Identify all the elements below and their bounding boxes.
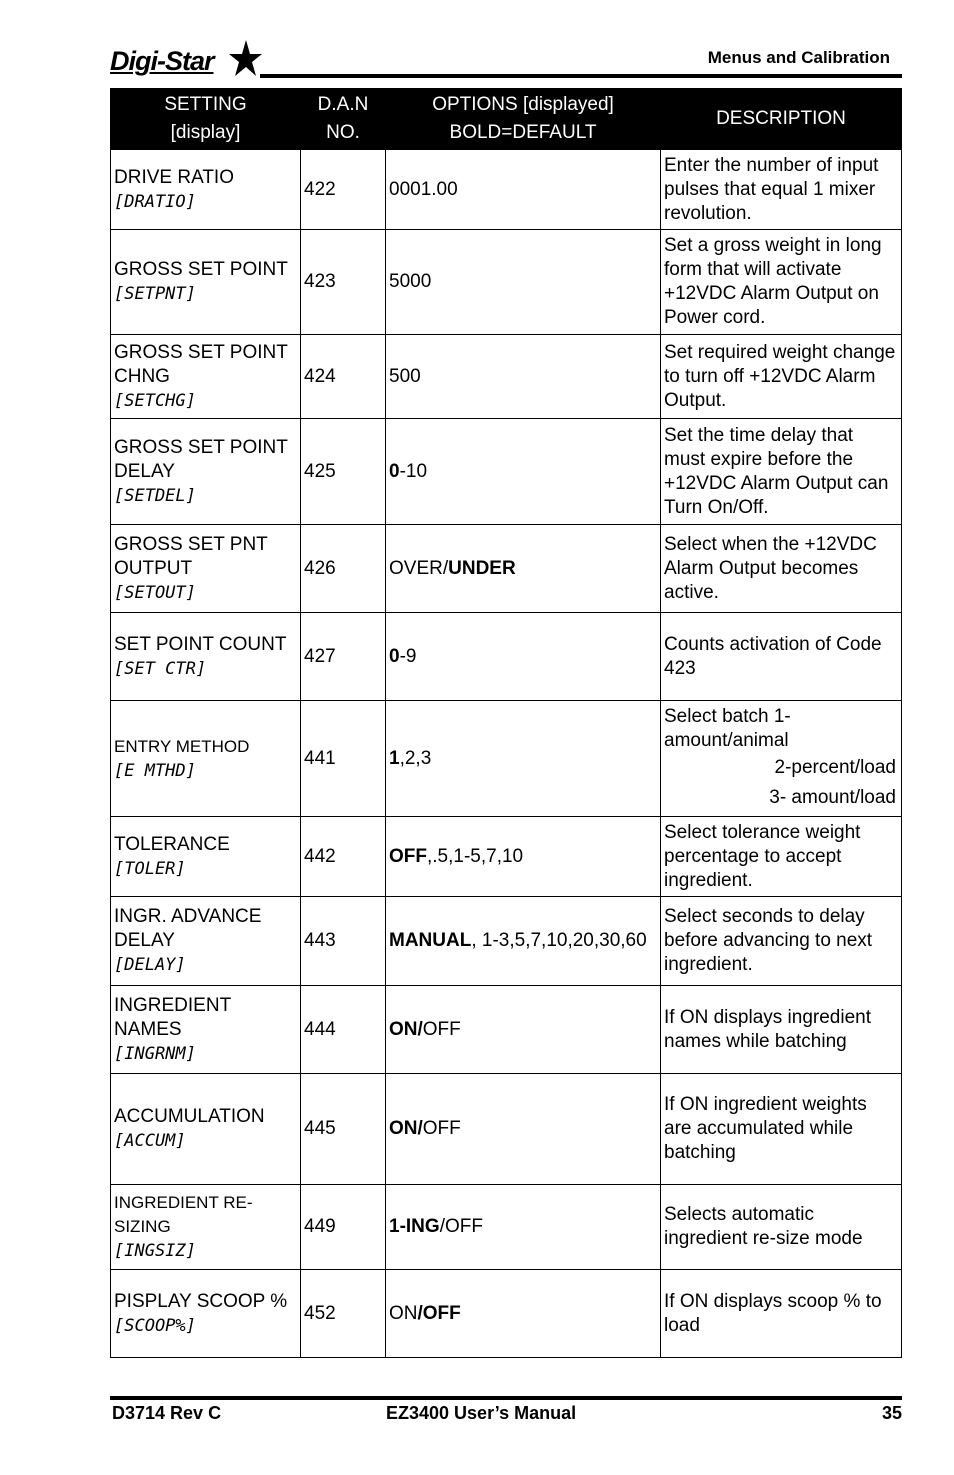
display-code: [DRATIO] xyxy=(114,191,196,212)
dan-number: 426 xyxy=(301,525,386,613)
setting-cell xyxy=(111,230,301,335)
dan-number: 427 xyxy=(301,613,386,701)
setting-name: GROSS SET POINT CHNG xyxy=(114,341,288,387)
setting-cell xyxy=(111,150,301,230)
options-cell xyxy=(386,419,661,525)
display-code: [SETOUT] xyxy=(114,582,196,603)
dan-number: 441 xyxy=(301,701,386,817)
display-code: [SETCHG] xyxy=(114,390,196,411)
options-cell xyxy=(386,525,661,613)
setting-name: GROSS SET POINT xyxy=(114,259,288,280)
dan-number: 442 xyxy=(301,817,386,897)
column-header-setting xyxy=(111,89,301,150)
options-cell xyxy=(386,986,661,1074)
description-cell: Select seconds to delay before advancing to next ingredient. xyxy=(661,897,902,986)
dan-number: 443 xyxy=(301,897,386,986)
column-header-dan xyxy=(301,89,386,150)
option-values: -10 xyxy=(399,460,428,482)
setting-name: ENTRY METHOD xyxy=(114,736,250,756)
options-cell xyxy=(386,897,661,986)
description-cell: Selects automatic ingredient re-size mode xyxy=(661,1185,902,1270)
option-values: ,.5,1-5,7,10 xyxy=(427,845,524,867)
description-cell: If ON displays ingredient names while batching xyxy=(661,986,902,1074)
column-header-options xyxy=(386,89,661,150)
options-cell xyxy=(386,613,661,701)
option-values: 500 xyxy=(389,365,421,387)
table-row xyxy=(111,613,902,701)
setting-name: SET POINT COUNT xyxy=(114,633,287,655)
setting-name: INGREDIENT NAMES xyxy=(114,994,231,1040)
description-option-2: 2-percent/load xyxy=(774,756,896,778)
setting-name: DRIVE RATIO xyxy=(114,166,234,188)
table-row xyxy=(111,419,902,525)
description-cell: Set the time delay that must expire before the +12VDC Alarm Output can Turn On/Off. xyxy=(661,419,902,525)
table-header-row xyxy=(111,89,902,150)
option-values: OFF xyxy=(422,1118,461,1139)
setting-cell xyxy=(111,817,301,897)
setting-cell xyxy=(111,701,301,817)
description-option-3: 3- amount/load xyxy=(769,786,896,808)
setting-name: INGREDIENT RE-SIZING xyxy=(114,1193,253,1236)
description-cell xyxy=(661,701,902,817)
setting-cell xyxy=(111,1270,301,1358)
options-cell xyxy=(386,1074,661,1185)
table-row xyxy=(111,1074,902,1185)
option-default: MANUAL xyxy=(389,930,472,951)
dan-number: 452 xyxy=(301,1270,386,1358)
footer-divider xyxy=(110,1396,902,1400)
brand-logo: Digi-Star xyxy=(110,46,214,76)
option-values: OVER/ xyxy=(389,557,449,579)
setting-cell xyxy=(111,1185,301,1270)
display-code: [TOLER] xyxy=(114,858,186,879)
options-cell xyxy=(386,1185,661,1270)
description-text: Select batch 1-amount/animal xyxy=(664,705,791,751)
header-divider xyxy=(260,74,902,78)
page-number: 35 xyxy=(881,1403,902,1423)
option-values: ON xyxy=(389,1302,418,1324)
description-cell: Set a gross weight in long form that will activate +12VDC Alarm Output on Power cord. xyxy=(661,230,902,335)
option-values: , 1-3,5,7,10,20,30,60 xyxy=(471,930,647,951)
column-header-description: DESCRIPTION xyxy=(661,89,902,150)
column-header-dan-line1: D.A.N xyxy=(317,94,369,115)
table-row xyxy=(111,817,902,897)
setting-cell xyxy=(111,335,301,419)
setting-name: GROSS SET PNT OUTPUT xyxy=(114,533,268,579)
display-code: [ACCUM] xyxy=(114,1131,186,1151)
column-header-setting-line2: [display] xyxy=(170,122,241,143)
option-default: ON/ xyxy=(389,1118,423,1139)
table-row xyxy=(111,897,902,986)
table-row xyxy=(111,1270,902,1358)
table-row xyxy=(111,230,902,335)
column-header-dan-line2: NO. xyxy=(326,122,360,143)
dan-number: 424 xyxy=(301,335,386,419)
display-code: [INGSIZ] xyxy=(114,1241,196,1261)
setting-name: TOLERANCE xyxy=(114,833,230,855)
page-header xyxy=(110,40,902,80)
description-cell: Select tolerance weight percentage to accept ingredient. xyxy=(661,817,902,897)
setting-cell xyxy=(111,897,301,986)
display-code: [INGRNM] xyxy=(114,1043,196,1064)
description-cell: Set required weight change to turn off +12VDC Alarm Output. xyxy=(661,335,902,419)
description-cell: Enter the number of input pulses that equal 1 mixer revolution. xyxy=(661,150,902,230)
option-default: 0 xyxy=(389,645,400,667)
setting-name: ACCUMULATION xyxy=(114,1106,265,1127)
description-cell: Counts activation of Code 423 xyxy=(661,613,902,701)
table-row xyxy=(111,525,902,613)
description-cell: If ON ingredient weights are accumulated while batching xyxy=(661,1074,902,1185)
option-default: ON/ xyxy=(389,1018,423,1040)
option-values: 5000 xyxy=(389,271,432,292)
dan-number: 422 xyxy=(301,150,386,230)
dan-number: 445 xyxy=(301,1074,386,1185)
setting-cell xyxy=(111,419,301,525)
options-cell xyxy=(386,701,661,817)
display-code: [E MTHD] xyxy=(114,760,196,781)
star-icon xyxy=(222,40,262,78)
setting-name: PISPLAY SCOOP % xyxy=(114,1290,288,1312)
dan-number: 449 xyxy=(301,1185,386,1270)
dan-number: 444 xyxy=(301,986,386,1074)
display-code: [SCOOP%] xyxy=(114,1315,196,1336)
option-default-alt: /OFF xyxy=(417,1302,461,1324)
column-header-options-line2: BOLD=DEFAULT xyxy=(449,122,597,143)
setting-cell xyxy=(111,613,301,701)
options-cell xyxy=(386,150,661,230)
column-header-options-line1: OPTIONS [displayed] xyxy=(432,94,614,115)
description-cell: If ON displays scoop % to load xyxy=(661,1270,902,1358)
page-footer xyxy=(110,1403,902,1425)
options-cell xyxy=(386,230,661,335)
setting-name: GROSS SET POINT DELAY xyxy=(114,436,288,482)
option-values: /OFF xyxy=(439,1216,483,1237)
display-code: [SETPNT] xyxy=(114,284,196,304)
option-values: -9 xyxy=(399,645,417,667)
table-row xyxy=(111,1185,902,1270)
table-row xyxy=(111,150,902,230)
column-header-setting-line1: SETTING xyxy=(164,94,247,115)
setting-cell xyxy=(111,986,301,1074)
table-row xyxy=(111,986,902,1074)
options-cell xyxy=(386,1270,661,1358)
option-default: 1 xyxy=(389,747,400,769)
option-default: OFF xyxy=(389,845,427,867)
options-cell xyxy=(386,335,661,419)
display-code: [DELAY] xyxy=(114,955,186,975)
options-cell xyxy=(386,817,661,897)
setting-cell xyxy=(111,1074,301,1185)
settings-table xyxy=(110,88,902,1358)
dan-number: 425 xyxy=(301,419,386,525)
dan-number: 423 xyxy=(301,230,386,335)
table-row xyxy=(111,701,902,817)
option-values: ,2,3 xyxy=(399,747,432,769)
option-default: 1-ING xyxy=(389,1216,440,1237)
setting-name: INGR. ADVANCE DELAY xyxy=(114,906,262,951)
display-code: [SETDEL] xyxy=(114,485,196,506)
option-default-alt: UNDER xyxy=(448,557,516,579)
option-values: OFF xyxy=(422,1018,461,1040)
description-cell: Select when the +12VDC Alarm Output becomes active. xyxy=(661,525,902,613)
option-default: 0 xyxy=(389,460,400,482)
section-title: Menus and Calibration xyxy=(707,48,890,67)
option-values: 0001.00 xyxy=(389,178,458,200)
display-code: [SET CTR] xyxy=(114,658,207,679)
document-code: D3714 Rev C xyxy=(112,1403,222,1423)
table-row xyxy=(111,335,902,419)
setting-cell xyxy=(111,525,301,613)
manual-title: EZ3400 User’s Manual xyxy=(386,1403,577,1423)
